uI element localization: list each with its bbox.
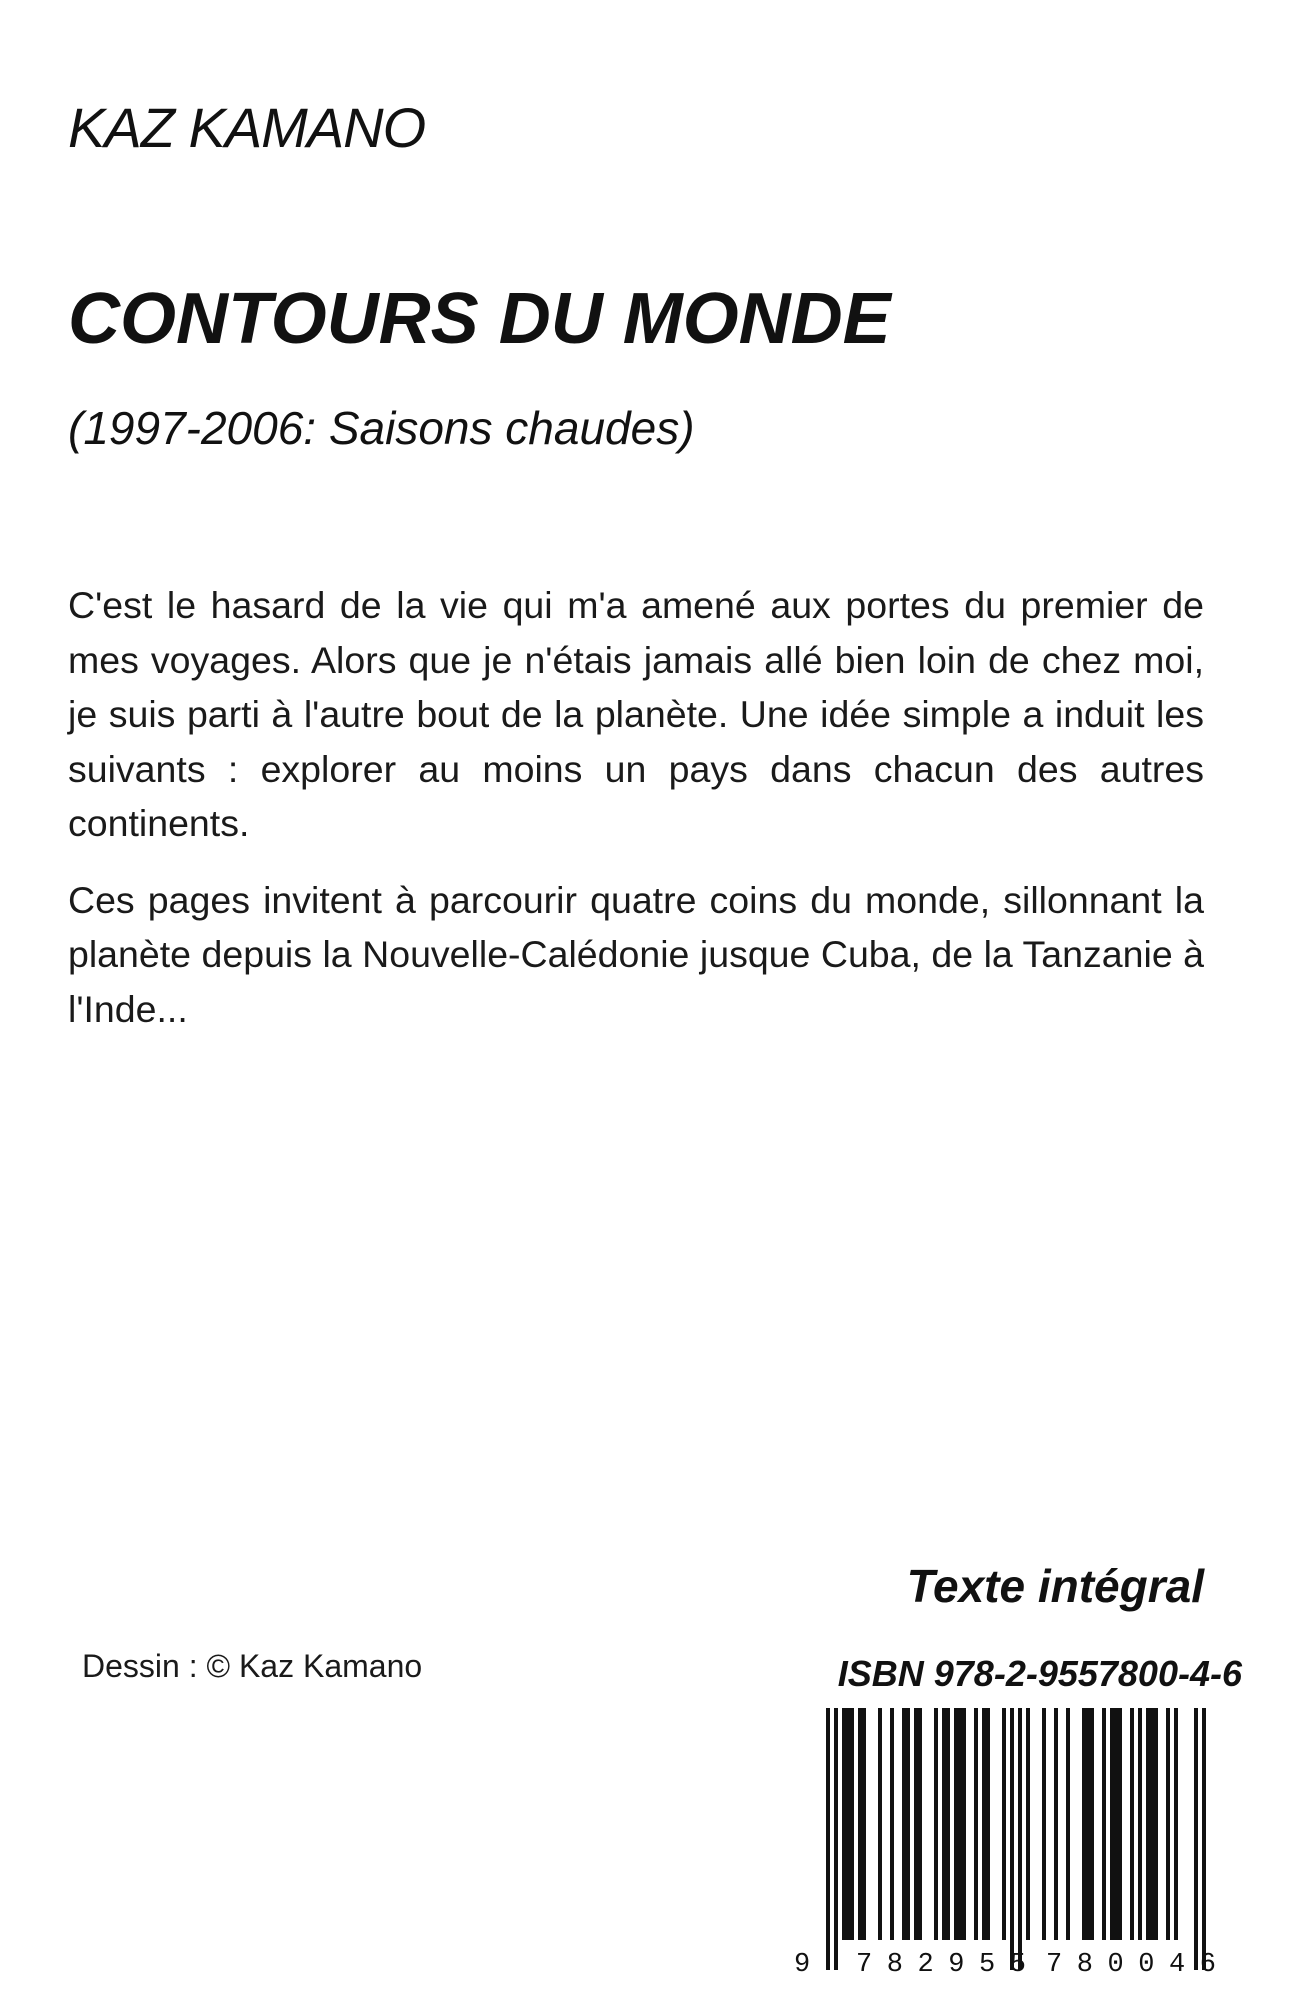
barcode-bar <box>1066 1708 1070 1940</box>
barcode-bar <box>890 1708 894 1940</box>
back-cover-blurb <box>68 578 1204 1058</box>
barcode-bar <box>934 1708 938 1940</box>
barcode-bar <box>986 1708 990 1940</box>
barcode-bar <box>954 1708 958 1940</box>
barcode-bar <box>858 1708 862 1940</box>
book-subtitle: (1997-2006: Saisons chaudes) <box>68 402 695 454</box>
barcode-bar <box>1002 1708 1006 1940</box>
barcode-bar <box>962 1708 966 1940</box>
barcode-bar <box>942 1708 946 1940</box>
barcode-bar <box>1026 1708 1030 1940</box>
barcode-guard-bar <box>1010 1708 1014 1970</box>
barcode-bar <box>846 1708 850 1940</box>
barcode-bar <box>1154 1708 1158 1940</box>
barcode-bar <box>1042 1708 1046 1940</box>
isbn-number: ISBN 978-2-9557800-4-6 <box>837 1653 1242 1694</box>
barcode-bar <box>862 1708 866 1940</box>
barcode-bar <box>1138 1708 1142 1940</box>
blurb-paragraph: C'est le hasard de la vie qui m'a amené aux portes du premier de mes voyages. Alors que je n'étais jamais allé bien loin de chez moi, je suis parti à l'autre bout de la planète. Une idée simple a induit les suivants : explorer au moins un pays dans chacun des autres continents. <box>68 584 1204 844</box>
barcode-bar <box>946 1708 950 1940</box>
barcode-first-digit: 9 <box>794 1950 811 1978</box>
barcode-bar <box>1150 1708 1154 1940</box>
barcode-bar <box>1114 1708 1118 1940</box>
edition-label: Texte intégral <box>906 1560 1204 1612</box>
barcode-bar <box>982 1708 986 1940</box>
barcode-bar <box>914 1708 918 1940</box>
barcode-bar <box>850 1708 854 1940</box>
barcode-bar <box>958 1708 962 1940</box>
barcode-guard-bar <box>1202 1708 1206 1970</box>
barcode-bar <box>1086 1708 1090 1940</box>
illustration-credit: Dessin : © Kaz Kamano <box>82 1648 423 1684</box>
barcode-guard-bar <box>1194 1708 1198 1970</box>
barcode-left-digits: 782955 <box>856 1950 1026 1978</box>
barcode-bar <box>1082 1708 1086 1940</box>
barcode-bar <box>906 1708 910 1940</box>
barcode-guard-bar <box>826 1708 830 1970</box>
author-name: KAZ KAMANO <box>68 96 426 159</box>
barcode-right-digits: 780046 <box>1046 1950 1216 1978</box>
barcode-bar <box>1102 1708 1106 1940</box>
barcode-bar <box>918 1708 922 1940</box>
barcode-bar <box>1166 1708 1170 1940</box>
barcode-bar <box>902 1708 906 1940</box>
barcode-bar <box>974 1708 978 1940</box>
barcode-bar <box>1174 1708 1178 1940</box>
barcode-bar <box>842 1708 846 1940</box>
barcode-graphic <box>786 1708 1242 1978</box>
barcode-bar <box>1130 1708 1134 1940</box>
barcode-guard-bar <box>1018 1708 1022 1970</box>
barcode-bars <box>826 1708 1206 1970</box>
barcode-bar <box>1118 1708 1122 1940</box>
book-title: CONTOURS DU MONDE <box>68 279 891 359</box>
barcode-bar <box>1146 1708 1150 1940</box>
barcode-bar <box>1054 1708 1058 1940</box>
blurb-paragraph: Ces pages invitent à parcourir quatre coins du monde, sillonnant la planète depuis la Nouvelle-Calédonie jusque Cuba, de la Tanzanie à l'Inde... <box>68 878 1204 1030</box>
barcode-bar <box>878 1708 882 1940</box>
ean13-barcode <box>786 1708 1242 1978</box>
barcode-bar <box>1090 1708 1094 1940</box>
barcode-guard-bar <box>834 1708 838 1970</box>
barcode-bar <box>1110 1708 1114 1940</box>
